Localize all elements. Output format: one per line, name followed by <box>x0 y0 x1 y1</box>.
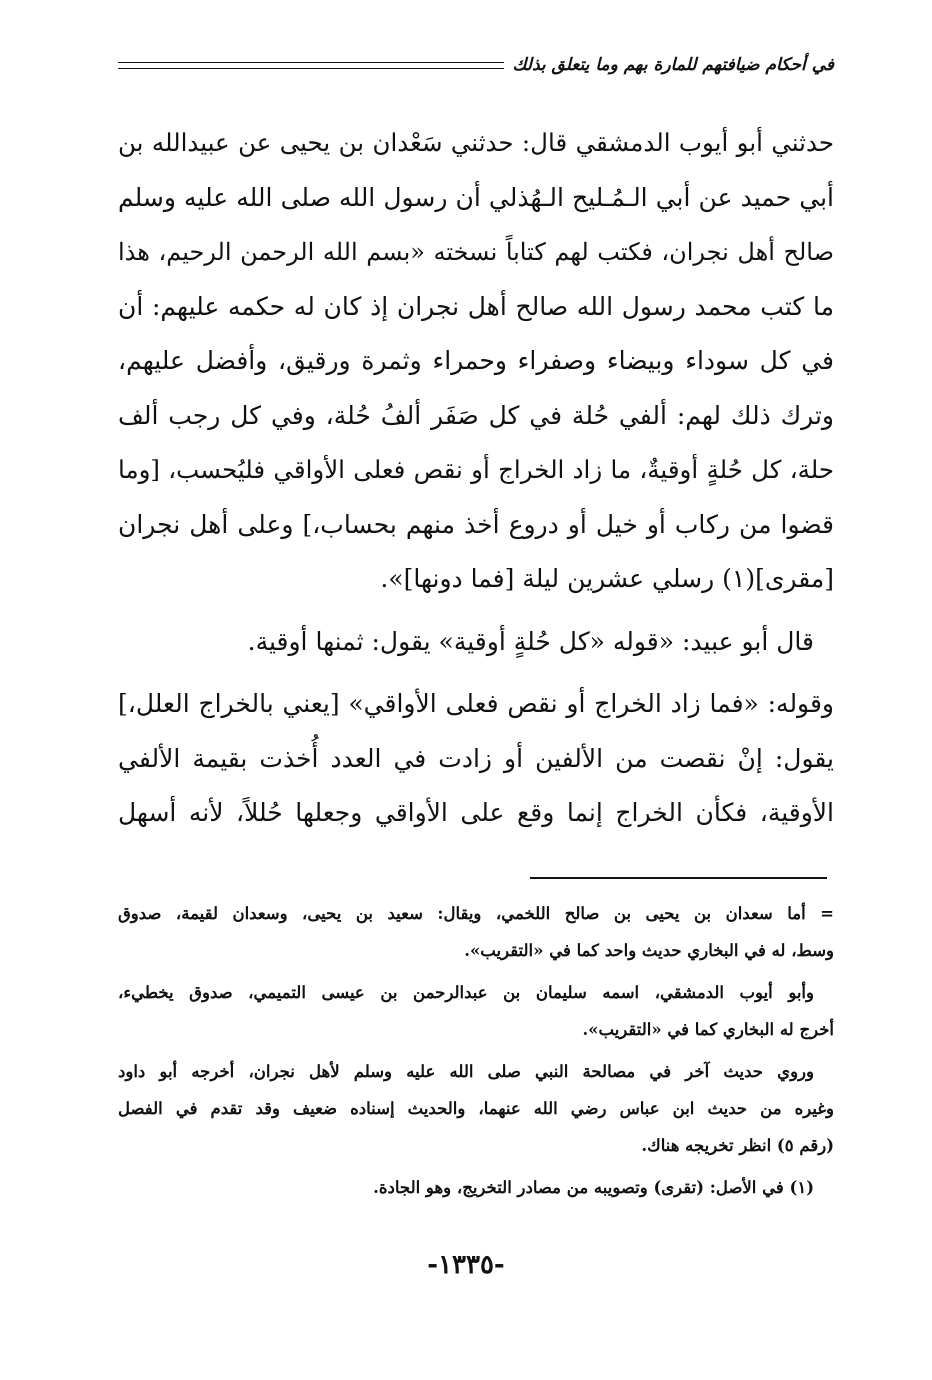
text-line: قال أبو عبيد: «قوله «كل حُلةٍ أوقية» يقول: ثمنها أوقية. <box>247 626 814 656</box>
paragraph-1 <box>118 116 834 607</box>
footnote-separator <box>530 877 827 879</box>
footnote-line: (١) في الأصل: (تقرى) وتصويبه من مصادر التخريج، وهو الجادة. <box>373 1178 814 1197</box>
footnote-line: وروي حديث آخر في مصالحة النبي صلى الله عليه وسلم لأهل نجران، أخرجه أبو داود <box>118 1062 814 1081</box>
footnote-line: وغيره من حديث ابن عباس رضي الله عنهما، والحديث إسناده ضعيف وقد تقدم في الفصل <box>118 1099 834 1118</box>
text-line: حلة، كل حُلةٍ أوقيةٌ، ما زاد الخراج أو نقص فعلى الأواقي فليُحسب، [وما <box>118 455 834 484</box>
header-title: في أحكام ضيافتهم للمارة بهم وما يتعلق بذلك <box>512 55 834 75</box>
page-number: -١٣٣٥- <box>427 1250 505 1280</box>
footnote-paragraph <box>118 1053 834 1164</box>
text-line: يقول: إنْ نقصت من الألفين أو زادت في العدد أُخذت بقيمة الألفي <box>118 743 834 773</box>
text-line: في كل سوداء وبيضاء وصفراء وحمراء وثمرة ورقيق، وأفضل عليهم، <box>118 346 834 375</box>
text-line: [مقرى](١) رسلي عشرين ليلة [فما دونها]». <box>380 564 834 593</box>
footnote-continued <box>118 895 834 969</box>
footnotes <box>118 895 834 1206</box>
paragraph-2 <box>118 615 834 670</box>
text-line: حدثني أبو أيوب الدمشقي قال: حدثني سَعْدان بن يحيى عن عبيدالله بن <box>118 128 834 157</box>
text-line: ما كتب محمد رسول الله صالح أهل نجران إذ كان له حكمه عليهم: أن <box>118 291 834 321</box>
footnote-line: أخرج له البخاري كما في «التقريب». <box>582 1020 834 1039</box>
footnote-line: وسط، له في البخاري حديث واحد كما في «التقريب». <box>464 941 834 960</box>
header-double-rule <box>118 62 504 69</box>
footnote-1 <box>118 1169 834 1206</box>
main-text <box>118 116 834 841</box>
footnote-line: = أما سعدان بن يحيى بن صالح اللخمي، ويقال: سعيد بن يحيى، وسعدان لقيمة، صدوق <box>118 904 834 923</box>
footnote-line: (رقم ٥) انظر تخريجه هناك. <box>641 1136 834 1155</box>
text-line: وقوله: «فما زاد الخراج أو نقص فعلى الأواقي» [يعني بالخراج العلل،] <box>118 689 834 718</box>
footnote-paragraph <box>118 974 834 1048</box>
text-line: قضوا من ركاب أو خيل أو دروع أخذ منهم بحساب،] وعلى أهل نجران <box>118 509 834 539</box>
text-line: صالح أهل نجران، فكتب لهم كتاباً نسخته «بسم الله الرحمن الرحيم، هذا <box>118 238 834 266</box>
footnote-line: وأبو أيوب الدمشقي، اسمه سليمان بن عبدالرحمن بن عيسى التميمي، صدوق يخطيء، <box>118 983 814 1002</box>
running-header <box>118 50 834 80</box>
text-line: وترك ذلك لهم: ألفي حُلة في كل صَفَر ألفُ حُلة، وفي كل رجب ألف <box>118 400 834 430</box>
text-line: الأوقية، فكأن الخراج إنما وقع على الأواقي وجعلها حُللاً، لأنه أسهل <box>118 798 834 827</box>
text-line: أبي حميد عن أبي الـمُـليح الـهُذلي أن رسول الله صلى الله عليه وسلم <box>118 182 834 212</box>
paragraph-3 <box>118 677 834 841</box>
